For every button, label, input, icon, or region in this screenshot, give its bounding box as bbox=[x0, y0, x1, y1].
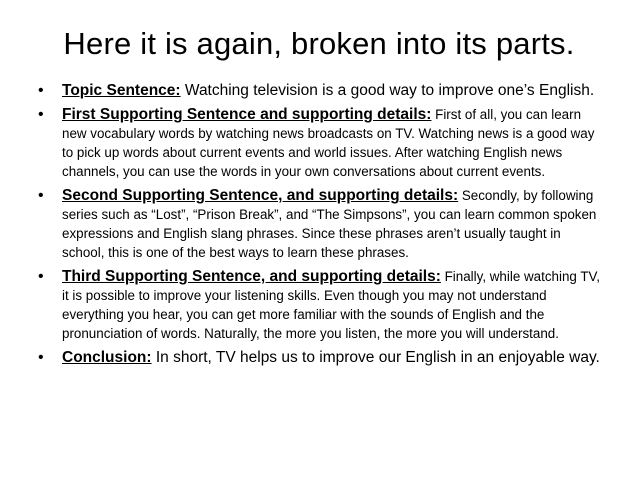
bullet-label: Conclusion: bbox=[62, 349, 152, 366]
bullet-body: In short, TV helps us to improve our English in an enjoyable way. bbox=[151, 349, 600, 366]
bullet-label: Third Supporting Sentence, and supporting details: bbox=[62, 268, 441, 285]
bullet-marker: • bbox=[38, 349, 44, 366]
bullet-label: Second Supporting Sentence, and supporting details: bbox=[62, 187, 459, 204]
bullet-third-supporting bbox=[38, 267, 600, 343]
bullet-body: Secondly, by following series such as “Lost”, “Prison Break”, and “The Simpsons”, you can learn common spoken expressions and English slang phrases. Since these phrases aren’t usually taught in school, this is one of the best ways to learn these phrases. bbox=[62, 188, 597, 260]
bullet-list bbox=[38, 81, 600, 372]
bullet-marker: • bbox=[38, 268, 44, 285]
bullet-first-supporting bbox=[38, 105, 600, 181]
bullet-body: Watching television is a good way to improve one’s English. bbox=[180, 82, 595, 99]
bullet-marker: • bbox=[38, 187, 44, 204]
bullet-marker: • bbox=[38, 106, 44, 123]
slide-title: Here it is again, broken into its parts. bbox=[63, 26, 575, 61]
bullet-label: First Supporting Sentence and supporting details: bbox=[62, 106, 432, 123]
bullet-label: Topic Sentence: bbox=[62, 82, 181, 99]
bullet-body: Finally, while watching TV, it is possible to improve your listening skills. Even though you may not understand everything you hear, you can get more familiar with the sounds of English and the pronunciation of words. Naturally, the more you listen, the more you will understand. bbox=[62, 269, 600, 341]
bullet-body: First of all, you can learn new vocabulary words by watching news broadcasts on TV. Watching news is a good way to pick up words about current events and world issues. After watching English news channels, you can use the words in your own conversations about current events. bbox=[62, 107, 595, 179]
bullet-conclusion bbox=[38, 348, 600, 367]
bullet-second-supporting bbox=[38, 186, 600, 262]
bullet-marker: • bbox=[38, 82, 44, 99]
bullet-topic-sentence bbox=[38, 81, 600, 100]
